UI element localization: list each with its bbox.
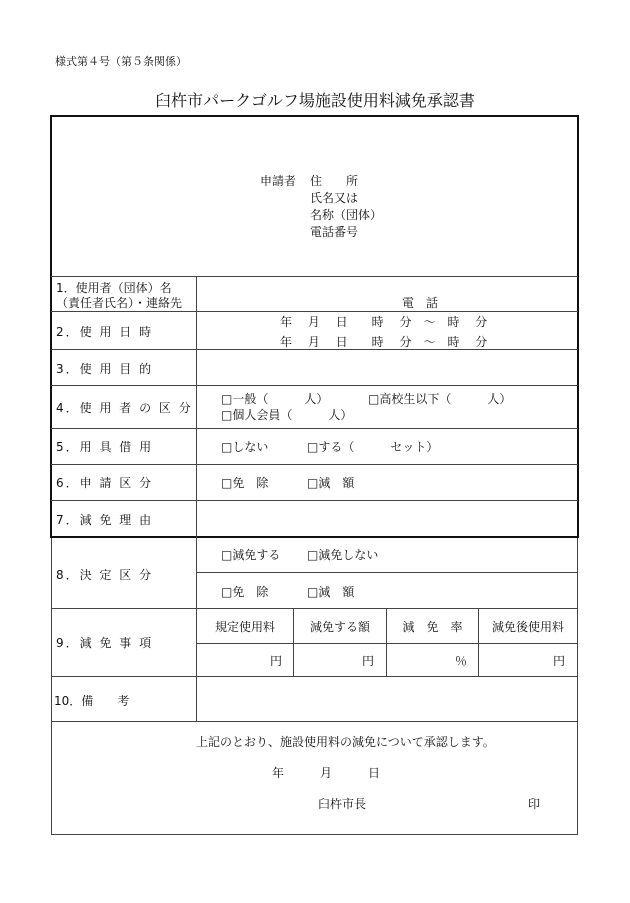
row-line bbox=[51, 428, 578, 429]
user-contact-label: （責任者氏名）・連絡先 bbox=[56, 296, 183, 310]
applicant-phone-label: 電話番号 bbox=[310, 225, 359, 239]
rental-no-checkbox[interactable]: □しない bbox=[221, 440, 269, 454]
page-title: 臼杵市パークゴルフ場施設使用料減免承認書 bbox=[155, 91, 475, 110]
seal-mark: 印 bbox=[528, 797, 541, 811]
highschool-checkbox[interactable]: □高校生以下（ 人） bbox=[368, 392, 512, 406]
user-category-label: 4．使 用 者 の 区 分 bbox=[56, 401, 193, 415]
user-name-label: 1．使用者（団体）名 bbox=[56, 281, 172, 295]
decision-deny-checkbox[interactable]: □減免しない bbox=[307, 548, 379, 562]
general-checkbox[interactable]: □一般（ 人） bbox=[221, 392, 329, 406]
usage-datetime-line-1: 年 月 日 時 分 ～ 時 分 bbox=[280, 315, 488, 329]
application-type-label: 6．申 請 区 分 bbox=[56, 476, 154, 490]
row-line bbox=[51, 500, 578, 501]
row-line bbox=[196, 643, 578, 644]
rental-yes-checkbox[interactable]: □する（ セット） bbox=[307, 440, 439, 454]
form-number: 様式第４号（第５条関係） bbox=[55, 55, 187, 68]
row-line bbox=[51, 608, 578, 609]
decision-reduce-checkbox[interactable]: □減 額 bbox=[307, 585, 355, 599]
applicant-name-label: 氏名又は bbox=[310, 191, 359, 205]
usage-datetime-label: 2．使 用 日 時 bbox=[56, 325, 154, 339]
fee-unit-yen: 円 bbox=[362, 654, 375, 668]
approval-date: 年 月 日 bbox=[272, 766, 381, 780]
decision-exempt-checkbox[interactable]: □免 除 bbox=[221, 585, 269, 599]
row-line bbox=[51, 311, 578, 312]
row-line bbox=[51, 676, 578, 677]
fee-unit-yen: 円 bbox=[553, 654, 566, 668]
applicant-label: 申請者 bbox=[260, 174, 297, 188]
row-line bbox=[51, 276, 578, 277]
apply-exempt-checkbox[interactable]: □免 除 bbox=[221, 476, 269, 490]
applicant-org-label: 名称（団体） bbox=[310, 208, 383, 222]
fee-unit-percent: ％ bbox=[455, 654, 468, 668]
reduction-details-label: 9．減 免 事 項 bbox=[56, 636, 154, 650]
decision-type-label: 8．決 定 区 分 bbox=[56, 568, 154, 582]
fee-unit-yen: 円 bbox=[270, 654, 283, 668]
remarks-label: 10．備 考 bbox=[54, 694, 130, 708]
fee-header-after-reduction: 減免後使用料 bbox=[491, 620, 564, 634]
row-line bbox=[51, 721, 578, 722]
user-phone-label: 電 話 bbox=[402, 296, 439, 310]
row-line bbox=[196, 572, 578, 573]
reduction-reason-label: 7．減 免 理 由 bbox=[56, 513, 154, 527]
form-border-bottom bbox=[51, 834, 578, 835]
usage-purpose-label: 3．使 用 目 的 bbox=[56, 362, 154, 376]
approval-statement: 上記のとおり、施設使用料の減免について承認します。 bbox=[196, 735, 495, 749]
apply-reduce-checkbox[interactable]: □減 額 bbox=[307, 476, 355, 490]
row-line bbox=[51, 385, 578, 386]
equipment-rental-label: 5．用 具 借 用 bbox=[56, 440, 154, 454]
mayor-title: 臼杵市長 bbox=[318, 797, 367, 811]
member-checkbox[interactable]: □個人会員（ 人） bbox=[221, 408, 353, 422]
applicant-address-label: 住 所 bbox=[310, 174, 359, 188]
fee-header-standard: 規定使用料 bbox=[214, 620, 275, 634]
row-line bbox=[51, 464, 578, 465]
usage-datetime-line-2: 年 月 日 時 分 ～ 時 分 bbox=[280, 335, 488, 349]
fee-header-reduction-amount: 減免する額 bbox=[309, 620, 370, 634]
decision-grant-checkbox[interactable]: □減免する bbox=[221, 548, 281, 562]
label-column-divider bbox=[196, 276, 197, 721]
fee-header-reduction-rate: 減 免 率 bbox=[402, 620, 463, 634]
